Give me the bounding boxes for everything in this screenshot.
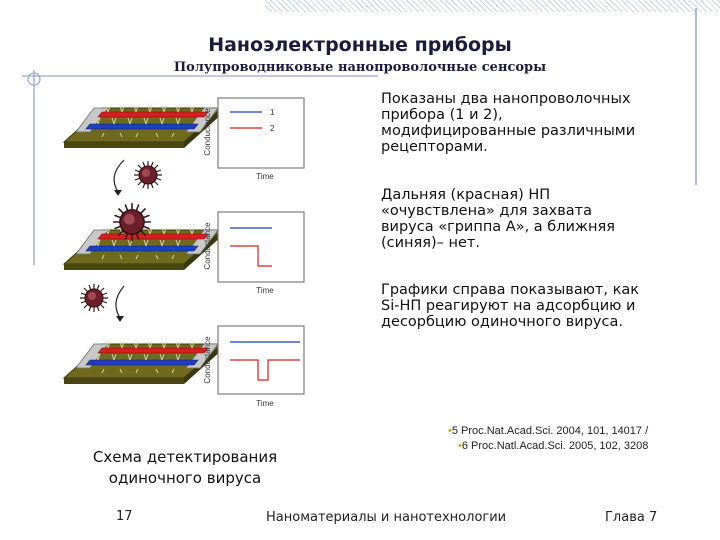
footer-chapter: Глава 7 [605,510,658,525]
graph-1-xlabel: Time [256,172,274,181]
virus-2 [80,284,108,312]
device-3 [64,342,222,384]
footer-course: Наноматериалы и нанотехнологии [266,510,507,525]
graph-2 [218,212,304,282]
graph-2-ylabel: Conductance [203,222,212,270]
device-1 [64,106,222,148]
graph-3-ylabel: Conductance [203,336,212,384]
paragraph-1: Показаны два нанопроволочных прибора (1 и 2), модифицированные различными рецепторами. [381,91,636,155]
legend-2: 2 [270,124,275,133]
figure-caption: Схема детектирования одиночного вируса [92,448,278,487]
graph-1 [218,98,304,168]
graph-1-ylabel: Conductance [203,108,212,156]
reference-1: •5 Proc.Nat.Acad.Sci. 2004, 101, 14017 / [448,425,649,437]
device-2 [64,228,222,270]
page-subtitle: Полупроводниковые нанопроволочные сенсоры [173,60,547,75]
paragraph-2: Дальняя (красная) НП «очувствлена» для захвата вируса «гриппа А», а ближняя (синяя)– нет. [381,187,615,251]
arrow-1 [114,160,124,192]
paragraph-3: Графики справа показывают, как Si-НП реагируют на адсорбцию и десорбцию одиночного вируса. [381,282,639,330]
virus-bound [113,203,151,241]
reference-2: •6 Proc.Natl.Acad.Sci. 2005, 102, 3208 [458,440,649,452]
graph-3 [218,326,304,394]
arrow-2 [116,286,124,318]
page-title: Наноэлектронные приборы [208,34,512,56]
page-number: 17 [116,509,133,524]
legend-1: 1 [270,108,275,117]
graph-3-xlabel: Time [256,399,274,408]
graph-2-xlabel: Time [256,286,274,295]
virus-1 [134,161,162,189]
